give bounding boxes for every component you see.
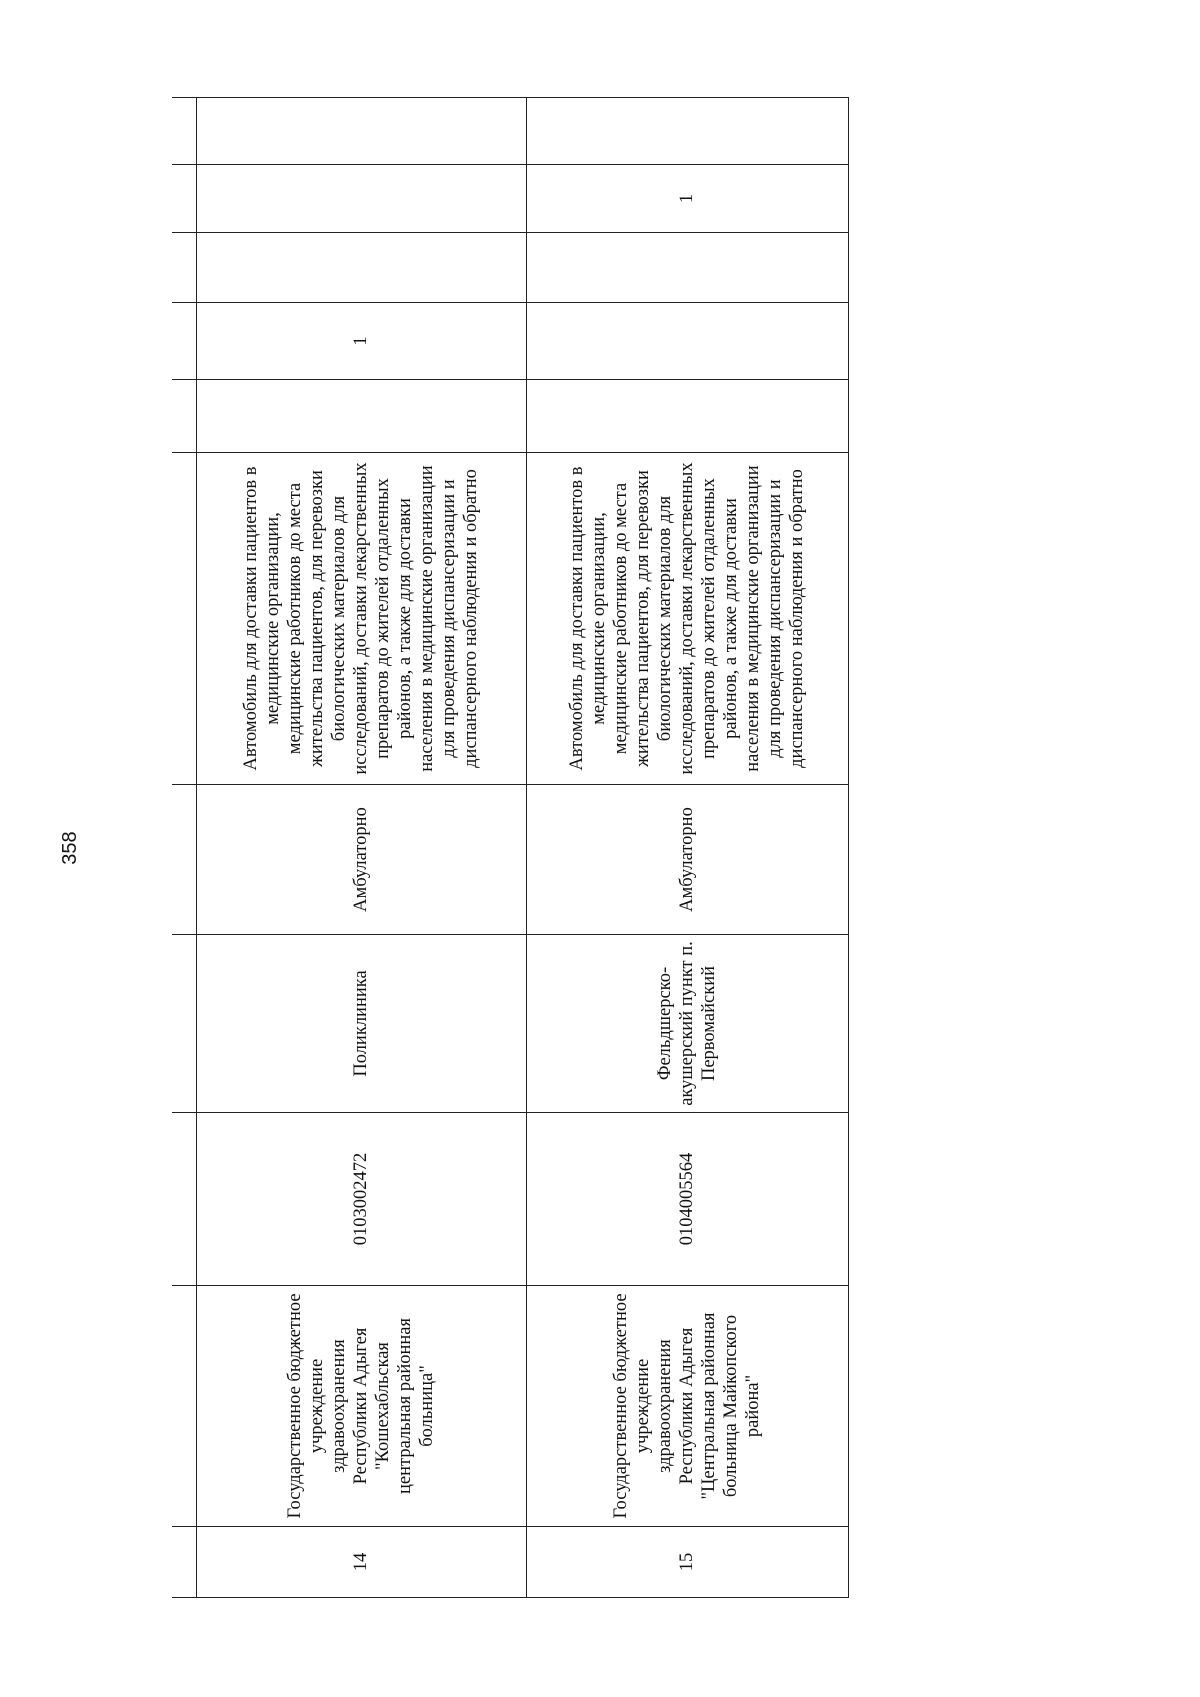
cell-top-1 <box>172 1527 196 1598</box>
count-col-9 <box>526 233 848 303</box>
table-top-row <box>172 98 196 1598</box>
count-col-8: 1 <box>196 303 526 380</box>
count-col-9 <box>196 233 526 303</box>
count-col-7 <box>196 380 526 453</box>
count-col-10 <box>196 165 526 233</box>
count-col-8 <box>526 303 848 380</box>
cell-top-7 <box>172 380 196 453</box>
unit-name: Поликлиника <box>196 935 526 1113</box>
row-number: 15 <box>526 1527 848 1598</box>
cell-top-5 <box>172 785 196 935</box>
row-number: 14 <box>196 1527 526 1598</box>
cell-top-9 <box>172 233 196 303</box>
organization-name: Государственное бюджетное учреждение здравоохранения Республики Адыгея "Центральная районная больница Майкопского района" <box>526 1286 848 1527</box>
care-conditions: Амбулаторно <box>526 785 848 935</box>
cell-top-2 <box>172 1286 196 1527</box>
page-number: 358 <box>59 831 81 865</box>
registry-table-rotated <box>172 138 848 1598</box>
table-row <box>526 98 848 1598</box>
registry-table <box>172 97 849 1598</box>
cell-top-6 <box>172 453 196 785</box>
count-col-11 <box>526 98 848 165</box>
care-conditions: Амбулаторно <box>196 785 526 935</box>
cell-top-8 <box>172 303 196 380</box>
cell-top-11 <box>172 98 196 165</box>
table-row <box>196 98 526 1598</box>
count-col-11 <box>196 98 526 165</box>
vehicle-description: Автомобиль для доставки пациентов в медицинские организации, медицинские работников до места жительства пациентов, для перевозки биологических материалов для исследований, доставки лекарственных препаратов до жителей отдаленных районов, а также для доставки населения в медицинские организации для проведения диспансеризации и диспансерного наблюдения и обратно <box>196 453 526 785</box>
count-col-7 <box>526 380 848 453</box>
cell-top-10 <box>172 165 196 233</box>
vehicle-description: Автомобиль для доставки пациентов в медицинские организации, медицинские работников до места жительства пациентов, для перевозки биологических материалов для исследований, доставки лекарственных препаратов до жителей отдаленных районов, а также для доставки населения в медицинские организации для проведения диспансеризации и диспансерного наблюдения и обратно <box>526 453 848 785</box>
organization-name: Государственное бюджетное учреждение здравоохранения Республики Адыгея "Кошехабльская центральная районная больница" <box>196 1286 526 1527</box>
unit-name: Фельдшерско-акушерский пункт п. Первомайский <box>526 935 848 1113</box>
cell-top-3 <box>172 1113 196 1286</box>
organization-code: 0104005564 <box>526 1113 848 1286</box>
cell-top-4 <box>172 935 196 1113</box>
organization-code: 0103002472 <box>196 1113 526 1286</box>
count-col-10: 1 <box>526 165 848 233</box>
